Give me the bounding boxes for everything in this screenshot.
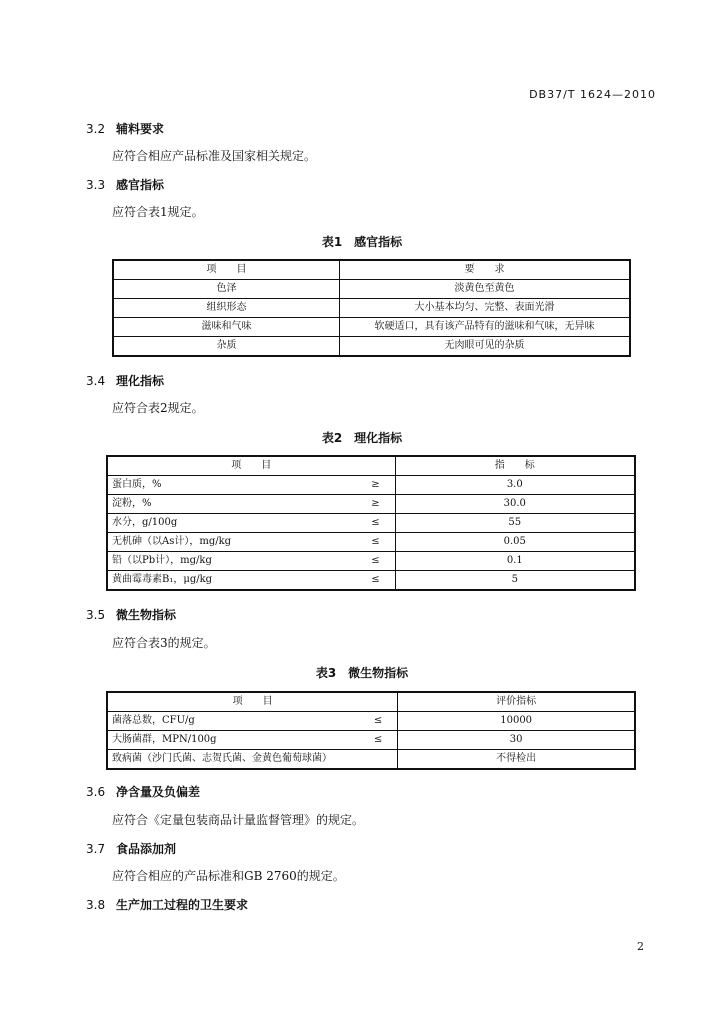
cell-item: 蛋白质，% bbox=[107, 476, 356, 495]
paragraph-3-5: 应符合表3的规定。 bbox=[112, 636, 216, 650]
paragraph-3-3: 应符合表1规定。 bbox=[112, 205, 204, 219]
section-heading-3-4 bbox=[86, 372, 164, 389]
cell-value: 不得检出 bbox=[398, 750, 635, 770]
paragraph-3-4: 应符合表2规定。 bbox=[112, 401, 204, 415]
cell-item: 滋味和气味 bbox=[113, 318, 340, 337]
table-row bbox=[107, 495, 635, 514]
section-number: 3.4 bbox=[86, 374, 106, 388]
paragraph-3-7: 应符合相应的产品标准和GB 2760的规定。 bbox=[112, 869, 345, 883]
header-cell-item: 项 目 bbox=[107, 692, 398, 712]
section-title: 感官指标 bbox=[116, 178, 165, 192]
cell-value: 0.1 bbox=[395, 552, 635, 571]
cell-value: 5 bbox=[395, 571, 635, 591]
section-heading-3-2 bbox=[86, 120, 164, 137]
header-cell-item: 项 目 bbox=[107, 456, 395, 476]
cell-comparator bbox=[359, 750, 398, 770]
cell-item: 无机砷（以As计），mg/kg bbox=[107, 533, 356, 552]
document-code-header: DB37/T 1624—2010 bbox=[529, 88, 656, 101]
cell-item: 杂质 bbox=[113, 337, 340, 357]
section-title: 净含量及负偏差 bbox=[116, 785, 201, 799]
section-number: 3.5 bbox=[86, 608, 106, 622]
section-number: 3.7 bbox=[86, 842, 106, 856]
table1-caption: 表1 感官指标 bbox=[321, 235, 403, 249]
cell-comparator: ≤ bbox=[356, 514, 395, 533]
cell-comparator: ≥ bbox=[356, 495, 395, 514]
cell-value: 30 bbox=[398, 731, 635, 750]
cell-item: 组织形态 bbox=[113, 299, 340, 318]
cell-comparator: ≥ bbox=[356, 476, 395, 495]
section-number: 3.6 bbox=[86, 785, 106, 799]
section-title: 辅料要求 bbox=[116, 122, 165, 136]
cell-item: 水分，g/100g bbox=[107, 514, 356, 533]
cell-value: 0.05 bbox=[395, 533, 635, 552]
table-physicochemical bbox=[106, 455, 636, 591]
cell-item: 大肠菌群，MPN/100g bbox=[107, 731, 359, 750]
header-cell-index: 指 标 bbox=[395, 456, 635, 476]
cell-requirement: 大小基本均匀、完整、表面光滑 bbox=[340, 299, 631, 318]
table-row bbox=[107, 571, 635, 591]
table-row bbox=[107, 731, 635, 750]
section-title: 生产加工过程的卫生要求 bbox=[116, 898, 249, 912]
cell-value: 55 bbox=[395, 514, 635, 533]
table3-caption: 表3 微生物指标 bbox=[315, 666, 409, 680]
cell-value: 10000 bbox=[398, 712, 635, 731]
section-heading-3-7 bbox=[86, 840, 176, 857]
cell-requirement: 无肉眼可见的杂质 bbox=[340, 337, 631, 357]
section-title: 食品添加剂 bbox=[116, 842, 177, 856]
header-cell-evaluation: 评价指标 bbox=[398, 692, 635, 712]
cell-value: 30.0 bbox=[395, 495, 635, 514]
cell-comparator: ≤ bbox=[359, 712, 398, 731]
table2-caption: 表2 理化指标 bbox=[321, 431, 403, 445]
cell-item: 黄曲霉毒素B₁，μg/kg bbox=[107, 571, 356, 591]
table-microbiological bbox=[106, 691, 636, 770]
table-row bbox=[113, 318, 630, 337]
table-sensory bbox=[112, 259, 631, 357]
table-row bbox=[113, 337, 630, 357]
table-header-row bbox=[107, 456, 635, 476]
cell-comparator: ≤ bbox=[356, 533, 395, 552]
section-heading-3-5 bbox=[86, 606, 176, 623]
section-number: 3.8 bbox=[86, 898, 106, 912]
cell-comparator: ≤ bbox=[356, 571, 395, 591]
paragraph-3-2: 应符合相应产品标准及国家相关规定。 bbox=[112, 149, 317, 163]
cell-item: 色泽 bbox=[113, 280, 340, 299]
header-cell-requirement: 要 求 bbox=[340, 260, 631, 280]
cell-item: 淀粉，% bbox=[107, 495, 356, 514]
section-heading-3-3 bbox=[86, 176, 164, 193]
paragraph-3-6: 应符合《定量包装商品计量监督管理》的规定。 bbox=[112, 813, 365, 827]
cell-requirement: 软硬适口，具有该产品特有的滋味和气味，无异味 bbox=[340, 318, 631, 337]
section-number: 3.2 bbox=[86, 122, 106, 136]
cell-item: 致病菌（沙门氏菌、志贺氏菌、金黄色葡萄球菌） bbox=[107, 750, 359, 770]
table-row bbox=[107, 533, 635, 552]
cell-item: 铅（以Pb计），mg/kg bbox=[107, 552, 356, 571]
cell-item: 菌落总数，CFU/g bbox=[107, 712, 359, 731]
section-title: 微生物指标 bbox=[116, 608, 177, 622]
cell-comparator: ≤ bbox=[359, 731, 398, 750]
cell-value: 3.0 bbox=[395, 476, 635, 495]
section-heading-3-6 bbox=[86, 783, 200, 800]
table-row bbox=[107, 552, 635, 571]
table-row bbox=[107, 514, 635, 533]
table-row bbox=[107, 750, 635, 770]
cell-comparator: ≤ bbox=[356, 552, 395, 571]
section-title: 理化指标 bbox=[116, 374, 165, 388]
table-row bbox=[113, 299, 630, 318]
table-row bbox=[107, 712, 635, 731]
section-number: 3.3 bbox=[86, 178, 106, 192]
cell-requirement: 淡黄色至黄色 bbox=[340, 280, 631, 299]
table-header-row bbox=[113, 260, 630, 280]
section-heading-3-8 bbox=[86, 896, 248, 913]
table-row bbox=[107, 476, 635, 495]
page-number: 2 bbox=[637, 940, 644, 953]
table-row bbox=[113, 280, 630, 299]
header-cell-item: 项 目 bbox=[113, 260, 340, 280]
table-header-row bbox=[107, 692, 635, 712]
